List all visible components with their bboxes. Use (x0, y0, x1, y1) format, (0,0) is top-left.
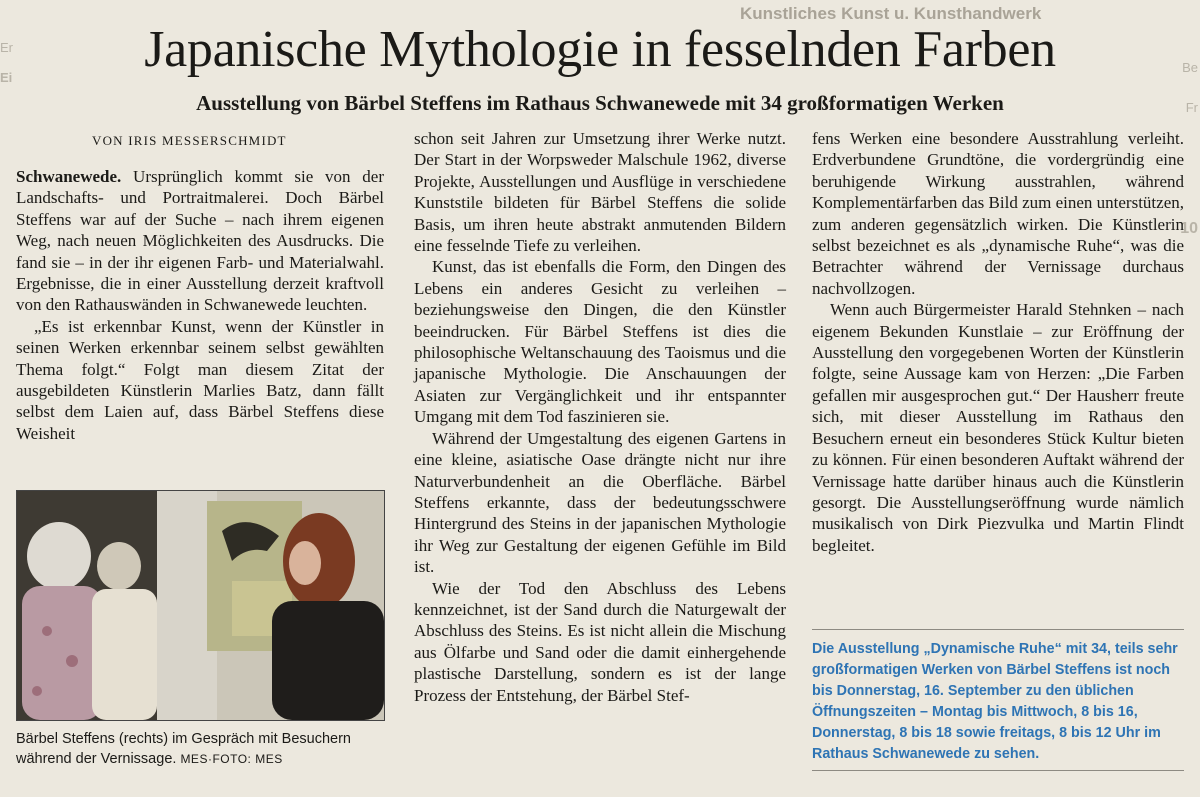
paragraph: Kunst, das ist ebenfalls die Form, den Dingen des Lebens ein anderes Gesicht zu verleihen – beziehungsweise den Dingen, die den Künstler beeindrucken. Für Bärbel Steffens ist dies die philosophische Weltanschauung des Taoismus und die japanische Mythologie. Die Anschauungen der Asiaten zur Vergänglichkeit und ihr entspannter Umgang mit dem Tod faszinieren sie. (414, 257, 786, 427)
caption-text: Bärbel Steffens (rechts) im Gespräch mit Besuchern während der Vernissage. (16, 731, 351, 767)
infobox-divider-bottom (812, 770, 1184, 771)
dateline-place: Schwanewede. (16, 167, 122, 186)
paragraph-text: Ursprünglich kommt sie von der Landschafts- und Portraitmalerei. Doch Bärbel Steffens war auf der Suche – nach ihrem eigenen Weg, nach neuen Möglichkeiten des Ausdrucks. Die fand sie – in der ihr eigenen Farb- und Materialwahl. Ergebnisse, die in einer Ausstellung derzeit kraftvoll von den Rathauswänden in Schwanewede leuchten. (16, 167, 384, 315)
article-column-3 (812, 128, 1184, 556)
article-column-2 (414, 128, 786, 706)
exhibition-info-box: Die Ausstellung „Dynamische Ruhe“ mit 34, teils sehr großformatigen Werken von Bärbel Steffens ist noch bis Donnerstag, 16. September zu den üblichen Öffnungszeiten – Montag bis Mittwoch, 8 bis 16, Donnerstag, 8 bis 18 sowie freitags, 8 bis 12 Uhr im Rathaus Schwanewede zu sehen. (812, 641, 1178, 762)
adjacent-clipping-fragment: Er (0, 40, 13, 55)
adjacent-clipping-fragment: 10 (1180, 220, 1198, 237)
paragraph: schon seit Jahren zur Umsetzung ihrer Werke nutzt. Der Start in der Worpsweder Malschule 1962, diverse Projekte, Ausstellungen und Ausflüge in verschiedene Kunststile bildeten für Bärbel Steffens die solide Basis, um ihren heute abstrakt anmutenden Bildern eine fesselnde Tiefe zu verleihen. (414, 129, 786, 256)
photo-caption (16, 729, 386, 769)
article-headline: Japanische Mythologie in fesselnden Farben (144, 21, 1056, 78)
photo-credit: MES·FOTO: MES (180, 752, 283, 766)
photo-illustration (17, 491, 384, 720)
adjacent-clipping-fragment: Ei (0, 70, 13, 85)
adjacent-clipping-header: Kunstliches Kunst u. Kunsthandwerk (740, 4, 1042, 23)
article-column-1 (16, 166, 384, 444)
adjacent-clipping-fragment: Be (1182, 60, 1198, 75)
paragraph (16, 166, 384, 316)
paragraph: „Es ist erkennbar Kunst, wenn der Künstler in seinen Werken erkennbar seinem selbst gewählten Thema folgt.“ Folgt man diesem Zitat der ausgebildeten Künstlerin Marlies Batz, dann fällt selbst dem Laien auf, dass Bärbel Steffens diese Weisheit (16, 316, 384, 443)
paragraph: Wie der Tod den Abschluss des Lebens kennzeichnet, ist der Sand durch die Naturgewalt der Abschluss des Steins. Es ist nicht allein die Mischung aus Ölfarbe und Sand oder die damit einhergehende plastische Darstellung, sondern es ist der lange Prozess der Entstehung, der Bärbel Stef- (414, 578, 786, 705)
infobox-divider-top (812, 629, 1184, 630)
article-photo (16, 490, 385, 721)
article-subheadline: Ausstellung von Bärbel Steffens im Rathaus Schwanewede mit 34 großformatigen Werken (196, 91, 1004, 115)
paragraph: Wenn auch Bürgermeister Harald Stehnken – nach eigenem Bekunden Kunstlaie – zur Eröffnung der Ausstellung den vorgegebenen Worten der Künstlerin folgte, seine Aussage kam von Herzen: „Die Farben gefallen mir ausgesprochen gut.“ Der Hausherr freute sich, mit dieser Ausstellung im Rathaus den Besuchern erneut ein besonderes Stück Kultur bieten zu können. Für einen besonderen Auftakt während der Vernissage hatte darüber hinaus auch die Künstlerin gesorgt. Die Ausstellungseröffnung wurde nämlich musikalisch von Dirk Piezvulka und Martin Flindt begleitet. (812, 300, 1184, 555)
article-byline: VON IRIS MESSERSCHMIDT (92, 133, 287, 148)
adjacent-clipping-fragment: Fr (1185, 100, 1198, 115)
paragraph: fens Werken eine besondere Ausstrahlung verleiht. Erdverbundene Grundtöne, die vordergründig eine beruhigende Wirkung ausstrahlen, während Komplementärfarben das Bild zum einen unterstützen, zum anderen gegensätzlich wirken. Die Künstlerin selbst bezeichnet es als „dynamische Ruhe“, was die Betrachter während der Vernissage durchaus nachvollzogen. (812, 129, 1184, 298)
paragraph: Während der Umgestaltung des eigenen Gartens in eine kleine, asiatische Oase drängte nicht nur ihre Naturverbundenheit an die Oberfläche. Bärbel Steffens erkannte, dass der bedeutungsschwere Hintergrund des Steins in der japanischen Mythologie ihr Weg zur Gestaltung der eigenen Gefühle im Bild ist. (414, 428, 786, 577)
